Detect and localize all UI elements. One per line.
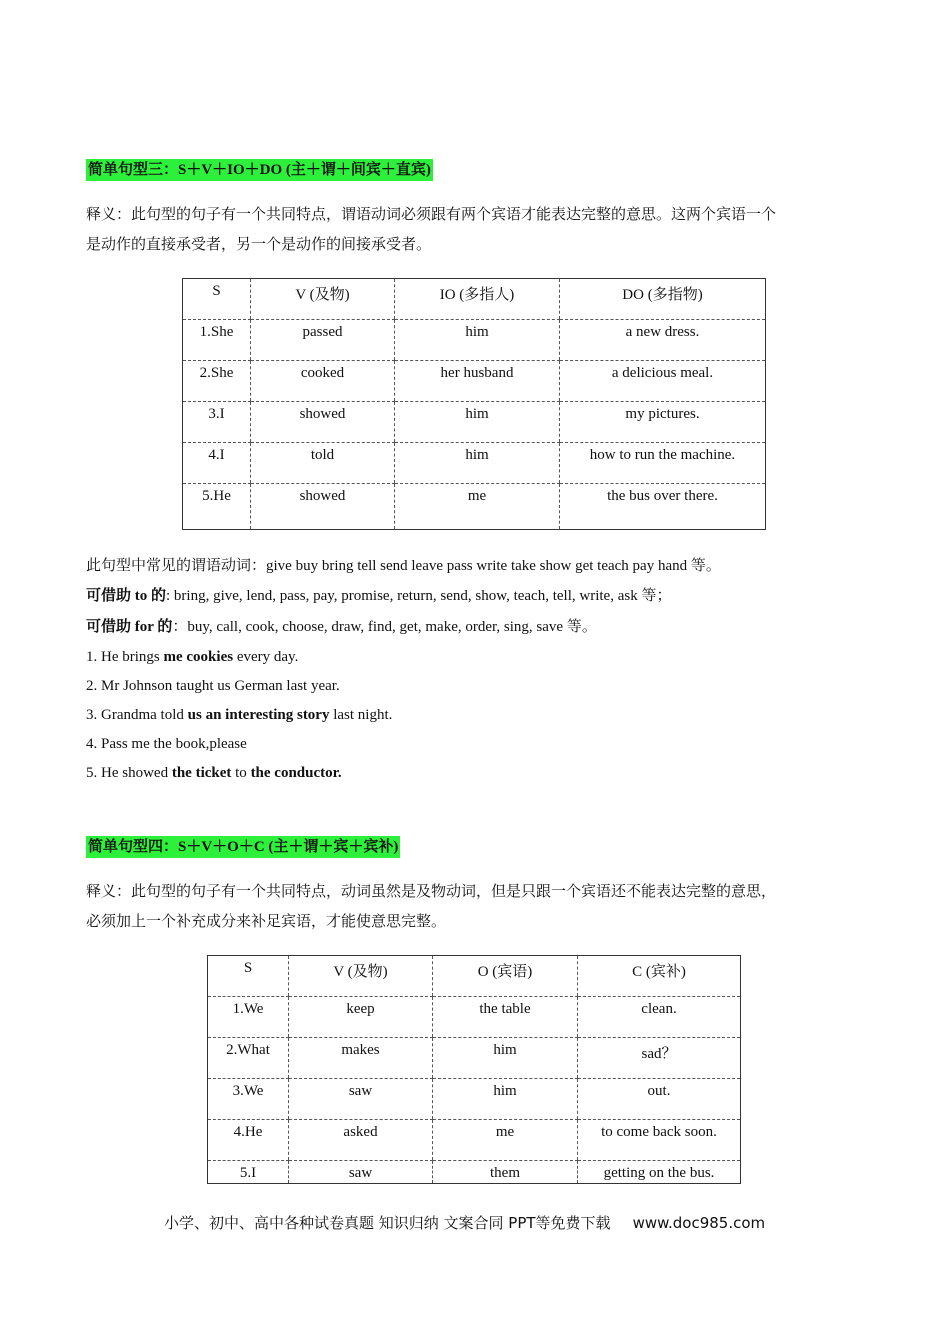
example-sentence bbox=[86, 734, 247, 754]
table-cell: the table bbox=[433, 997, 578, 1038]
table-cell: asked bbox=[289, 1120, 433, 1161]
table-cell: her husband bbox=[395, 361, 560, 402]
table-header-cell: S bbox=[183, 279, 251, 320]
table-row bbox=[208, 1079, 741, 1120]
table-cell: a delicious meal. bbox=[560, 361, 766, 402]
table-cell: to come back soon. bbox=[578, 1120, 741, 1161]
common-verbs-line: 此句型中常见的谓语动词：give buy bring tell send leave pass write take show get teach pay hand 等。 bbox=[86, 558, 721, 574]
example-sentence bbox=[86, 705, 392, 725]
footer bbox=[164, 1212, 765, 1233]
table-header-row bbox=[183, 279, 766, 320]
table-cell: a new dress. bbox=[560, 320, 766, 361]
example-text: every day. bbox=[233, 649, 299, 665]
example-text: 1. He brings bbox=[86, 649, 164, 665]
example-text: to bbox=[231, 765, 251, 781]
example-text: 2. Mr Johnson taught us German last year. bbox=[86, 678, 340, 694]
explanation-line: 是动作的直接承受者，另一个是动作的间接承受者。 bbox=[86, 237, 432, 253]
table-cell: 1.We bbox=[208, 997, 289, 1038]
table-cell: showed bbox=[251, 402, 395, 443]
table-cell: cooked bbox=[251, 361, 395, 402]
table-cell: makes bbox=[289, 1038, 433, 1079]
table-cell: saw bbox=[289, 1079, 433, 1120]
table-cell: showed bbox=[251, 484, 395, 530]
to-verbs-line bbox=[86, 586, 671, 606]
table-cell: 1.She bbox=[183, 320, 251, 361]
example-sentence bbox=[86, 676, 340, 696]
table-cell: 3.I bbox=[183, 402, 251, 443]
table-cell: him bbox=[395, 402, 560, 443]
table-cell: him bbox=[395, 443, 560, 484]
for-list: ：buy, call, cook, choose, draw, find, get, make, order, sing, save 等。 bbox=[172, 619, 597, 635]
table-cell: told bbox=[251, 443, 395, 484]
table-header-row bbox=[208, 956, 741, 997]
table-cell: 5.I bbox=[239, 1165, 257, 1181]
footer-url[interactable]: www.doc985.com bbox=[632, 1214, 766, 1232]
example-emphasis: the conductor. bbox=[250, 765, 342, 781]
for-label: 可借助 for 的 bbox=[86, 619, 173, 635]
explanation-line: 必须加上一个补充成分来补足宾语，才能使意思完整。 bbox=[86, 914, 447, 930]
table-row bbox=[208, 997, 741, 1038]
table-cell: 4.He bbox=[208, 1120, 289, 1161]
table-cell: sad？ bbox=[578, 1038, 741, 1079]
table-row bbox=[183, 402, 766, 443]
example-emphasis: us an interesting story bbox=[187, 707, 330, 723]
to-list: : bring, give, lend, pass, pay, promise, return, send, show, teach, tell, write, ask 等； bbox=[166, 588, 672, 604]
example-sentence bbox=[86, 647, 298, 667]
example-text: 4. Pass me the book,please bbox=[86, 736, 247, 752]
table-cell: clean. bbox=[578, 997, 741, 1038]
table-header-cell: V (及物) bbox=[289, 956, 433, 997]
section-heading: 简单句型四：S＋V＋O＋C (主＋谓＋宾＋宾补) bbox=[86, 836, 400, 858]
table-cell: keep bbox=[289, 997, 433, 1038]
sentence-pattern-table bbox=[207, 955, 741, 1184]
table-cell: my pictures. bbox=[560, 402, 766, 443]
table-cell: how to run the machine. bbox=[560, 443, 766, 484]
table-header-cell: S bbox=[208, 956, 289, 997]
table-row bbox=[183, 484, 766, 530]
table-cell: 3.We bbox=[208, 1079, 289, 1120]
table-header-cell: DO (多指物) bbox=[560, 279, 766, 320]
table-header-cell: O (宾语) bbox=[433, 956, 578, 997]
footer-text: 小学、初中、高中各种试卷真题 知识归纳 文案合同 PPT等免费下载 bbox=[164, 1214, 611, 1232]
table-cell: me bbox=[395, 484, 560, 530]
table-header-cell: V (及物) bbox=[251, 279, 395, 320]
example-sentence bbox=[86, 763, 342, 783]
sentence-pattern-table bbox=[182, 278, 766, 530]
example-text: 3. Grandma told bbox=[86, 707, 188, 723]
table-cell: 2.She bbox=[183, 361, 251, 402]
example-text: 5. He showed bbox=[86, 765, 172, 781]
table-row bbox=[183, 361, 766, 402]
table-cell: him bbox=[433, 1038, 578, 1079]
table-cell: getting on the bus. bbox=[578, 1161, 741, 1184]
table-cell: 2.What bbox=[208, 1038, 289, 1079]
table-cell: passed bbox=[251, 320, 395, 361]
table-cell: him bbox=[433, 1079, 578, 1120]
table-cell: him bbox=[395, 320, 560, 361]
for-verbs-line bbox=[86, 617, 597, 637]
example-emphasis: the ticket bbox=[171, 765, 232, 781]
section-heading: 简单句型三：S＋V＋IO＋DO (主＋谓＋间宾＋直宾) bbox=[86, 159, 433, 181]
table-row bbox=[208, 1038, 741, 1079]
table-header-cell: C (宾补) bbox=[578, 956, 741, 997]
table-cell: the bus over there. bbox=[560, 484, 766, 530]
table-cell: them bbox=[433, 1161, 578, 1184]
to-label: 可借助 to 的 bbox=[86, 588, 166, 604]
table-row bbox=[208, 1161, 741, 1184]
table-cell: saw bbox=[289, 1161, 433, 1184]
explanation-line: 释义：此句型的句子有一个共同特点，动词虽然是及物动词，但是只跟一个宾语还不能表达完整的意思， bbox=[86, 884, 777, 900]
table-row bbox=[183, 443, 766, 484]
example-emphasis: me cookies bbox=[163, 649, 234, 665]
table-cell: me bbox=[433, 1120, 578, 1161]
explanation-line: 释义：此句型的句子有一个共同特点，谓语动词必须跟有两个宾语才能表达完整的意思。这两个宾语一个 bbox=[86, 207, 777, 223]
table-row bbox=[208, 1120, 741, 1161]
table-cell: out. bbox=[578, 1079, 741, 1120]
example-text: last night. bbox=[329, 707, 393, 723]
table-row bbox=[183, 320, 766, 361]
table-header-cell: IO (多指人) bbox=[395, 279, 560, 320]
table-cell: 5.He bbox=[202, 488, 231, 504]
table-cell: 4.I bbox=[183, 443, 251, 484]
